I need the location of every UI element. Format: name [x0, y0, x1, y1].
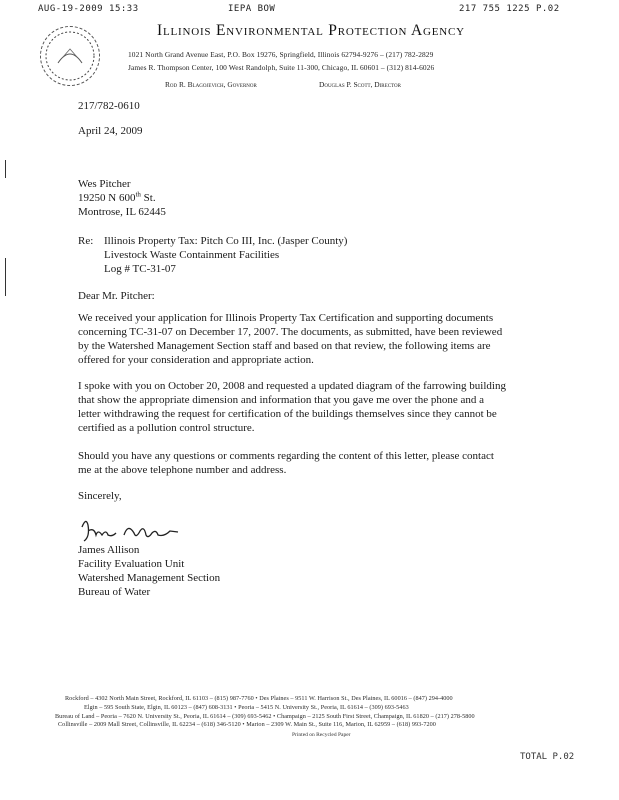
text-line: certified as a pollution control structure. — [78, 422, 255, 434]
signer-unit: Facility Evaluation Unit — [78, 558, 185, 570]
scan-margin-mark — [5, 258, 6, 296]
salutation: Dear Mr. Pitcher: — [78, 290, 155, 302]
signer-section: Watershed Management Section — [78, 572, 221, 584]
state-seal-icon — [40, 26, 100, 86]
scan-margin-mark — [5, 160, 6, 178]
agency-address-springfield: 1021 North Grand Avenue East, P.O. Box 19276, Springfield, Illinois 62794-9276 – (217) 782-2829 — [128, 50, 434, 59]
re-line: Log # TC-31-07 — [104, 263, 176, 275]
paragraph-contact — [78, 449, 560, 477]
footer-offices-line: Rockford – 4302 North Main Street, Rockford, IL 61103 – (815) 987-7760 • Des Plaines – 9511 W. Harrison St., Des Plaines, IL 60016 – (847) 294-4000 — [65, 695, 453, 702]
closing: Sincerely, — [78, 490, 122, 502]
text-line: that show the appropriate dimension and information that you gave me over the phone and a — [78, 394, 484, 406]
fax-total-pages: TOTAL P.02 — [520, 752, 575, 762]
paragraph-application — [78, 311, 560, 367]
recipient-street: 19250 N 600th St. — [78, 190, 156, 204]
sender-phone: 217/782-0610 — [78, 100, 140, 112]
recipient-address — [78, 177, 166, 219]
governor-name: Rod R. Blagojevich, Governor — [165, 80, 257, 89]
signature-block — [78, 543, 220, 599]
recycled-paper-note: Printed on Recycled Paper — [292, 732, 351, 738]
fax-date-time: AUG-19-2009 15:33 — [38, 4, 139, 14]
footer-offices-line: Bureau of Land – Peoria – 7620 N. University St., Peoria, IL 61614 – (309) 693-5462 • Champaign – 2125 South First Street, Champaign, IL 61820 – (217) 278-5800 — [55, 713, 475, 720]
signer-bureau: Bureau of Water — [78, 586, 151, 598]
letter-date: April 24, 2009 — [78, 125, 143, 137]
signature-image — [78, 515, 182, 545]
recipient-name: Wes Pitcher — [78, 178, 131, 190]
paragraph-phone-call — [78, 379, 560, 435]
text-line: We received your application for Illinois Property Tax Certification and supporting documents — [78, 312, 494, 324]
re-line: Livestock Waste Containment Facilities — [104, 249, 280, 261]
text-line: me at the above telephone number and address. — [78, 464, 287, 476]
director-name: Douglas P. Scott, Director — [319, 80, 401, 89]
text-line: concerning TC-31-07 on December 17, 2007. The documents, as submitted, have been reviewed — [78, 326, 503, 338]
signer-name: James Allison — [78, 544, 140, 556]
text-line: by the Watershed Management Section staff and based on that review, the following items are — [78, 340, 491, 352]
footer-offices-line: Elgin – 595 South State, Elgin, IL 60123 – (847) 608-3131 • Peoria – 5415 N. University St., Peoria, IL 61614 – (309) 693-5463 — [84, 704, 409, 711]
agency-address-chicago: James R. Thompson Center, 100 West Randolph, Suite 11-300, Chicago, IL 60601 – (312) 814-6026 — [128, 63, 435, 72]
re-subject — [104, 234, 347, 276]
re-label: Re: — [78, 235, 94, 247]
re-line: Illinois Property Tax: Pitch Co III, Inc. (Jasper County) — [104, 235, 348, 247]
fax-sender: IEPA BOW — [228, 4, 276, 14]
text-line: letter withdrawing the request for certification of the buildings themselves since they cannot be — [78, 408, 497, 420]
footer-offices-line: Collinsville – 2009 Mall Street, Collinsville, IL 62234 – (618) 346-5120 • Marion – 2309 W. Main St., Suite 116, Marion, IL 62959 – (618) 993-7200 — [58, 721, 436, 728]
text-line: Should you have any questions or comments regarding the content of this letter, please contact — [78, 450, 494, 462]
fax-phone-page: 217 755 1225 P.02 — [459, 4, 560, 14]
agency-name: Illinois Environmental Protection Agency — [157, 22, 465, 39]
text-line: I spoke with you on October 20, 2008 and requested a updated diagram of the farrowing building — [78, 380, 506, 392]
recipient-city: Montrose, IL 62445 — [78, 206, 166, 218]
text-line: offered for your consideration and appropriate action. — [78, 354, 314, 366]
